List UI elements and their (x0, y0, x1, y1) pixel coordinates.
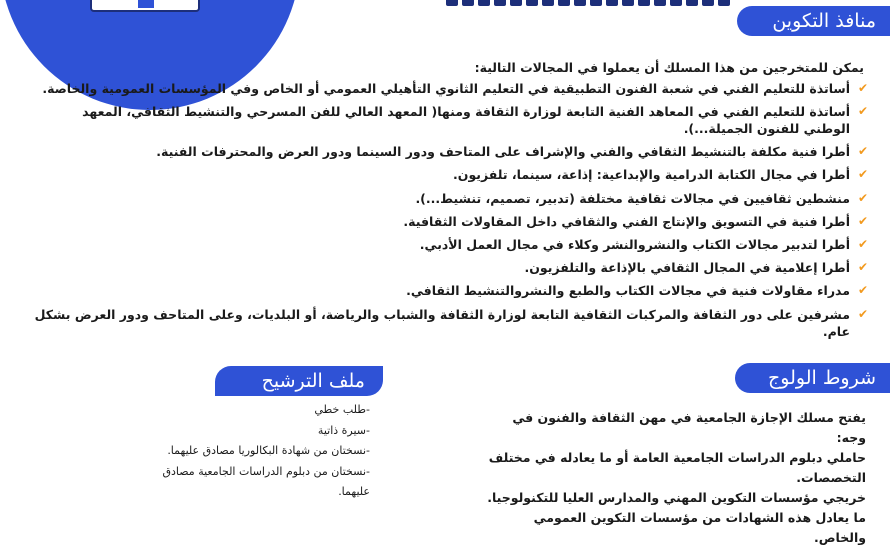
access-line: خريجي مؤسسات التكوين المهني والمدارس العليا للتكنولوجيا. (487, 490, 866, 505)
section-header-dossier (215, 366, 383, 396)
laptop-illustration (90, 0, 200, 14)
section-title-dossier: ملف الترشيح (261, 370, 365, 392)
section-title-access: شروط الولوج (768, 367, 876, 389)
list-item: ✔ أطرا فنية في التسويق والإنتاج الفني والثقافي داخل المقاولات الثقافية. (403, 213, 868, 229)
list-item: ✔ أطرا في مجال الكتابة الدرامية والإبداعية: إذاعة، سينما، تلفزيون. (453, 167, 868, 183)
check-icon: ✔ (857, 260, 868, 275)
section-header-outlets (737, 6, 890, 36)
access-line: يفتح مسلك الإجازة الجامعية في مهن الثقافة والفنون في وجه: (512, 410, 866, 445)
section-title-outlets: منافذ التكوين (772, 10, 876, 32)
dossier-line: -نسختان من شهادة البكالوريا مصادق عليهما. (167, 444, 370, 457)
dossier-line: عليهما. (338, 485, 370, 498)
check-icon: ✔ (857, 306, 868, 321)
list-item: ✔ أطرا فنية مكلفة بالتنشيط الثقافي والفني والإشراف على المتاحف ودور السينما ودور العرض والمحترفات الفنية. (156, 144, 868, 160)
access-line: حاملي دبلوم الدراسات الجامعية العامة أو ما يعادله في مختلف التخصصات. (488, 450, 866, 485)
dossier-line: -سيرة ذاتية (317, 423, 370, 437)
cropped-title-bar (410, 0, 730, 5)
access-line: ما يعادل هذه الشهادات من مؤسسات التكوين العمومي والخاص. (533, 510, 866, 545)
laptop-accent (138, 0, 154, 8)
list-item: ✔ أساتذة للتعليم الفني في شعبة الفنون التطبيقية في التعليم الثانوي التأهيلي العمومي أو الخاص وفي المؤسسات العمومية والخاصة. (42, 81, 868, 96)
list-item: ✔ أطرا لتدبير مجالات الكتاب والنشروالنشر وكلاء في مجال العمل الأدبي. (419, 236, 868, 252)
check-icon: ✔ (857, 167, 868, 182)
check-icon: ✔ (857, 213, 868, 228)
check-icon: ✔ (857, 81, 868, 95)
outlets-intro: يمكن للمتخرجين من هذا المسلك أن يعملوا في المجالات التالية: (474, 60, 864, 75)
list-item: ✔ مدراء مقاولات فنية في مجالات الكتاب والطبع والنشروالتنشيط الثقافي. (406, 283, 868, 299)
list-item: ✔ أطرا إعلامية في المجال الثقافي بالإذاعة والتلفزيون. (524, 260, 868, 276)
list-item: ✔ أساتذة للتعليم الفني في المعاهد الفنية التابعة لوزارة الثقافة ومنها( المعهد العالي للفن المسرحي والتنشيط الثقافي، المعهد الوطني للفنون الجميلة...). (82, 104, 868, 137)
dossier-line: -طلب خطي (314, 403, 370, 416)
list-item: ✔ مشرفين على دور الثقافة والمركبات الثقافية التابعة لوزارة الثقافة والشباب والرياضة، أو البلديات، وعلى المتاحف ودور العرض بشكل عام. (34, 306, 868, 339)
application-dossier (90, 400, 370, 503)
check-icon: ✔ (857, 190, 868, 205)
check-icon: ✔ (857, 104, 868, 119)
check-icon: ✔ (857, 236, 868, 251)
outlets-list (32, 80, 868, 346)
access-conditions (486, 408, 866, 548)
dossier-line: -نسختان من دبلوم الدراسات الجامعية مصادق (162, 464, 370, 478)
check-icon: ✔ (857, 283, 868, 298)
section-header-access (735, 363, 890, 393)
check-icon: ✔ (857, 144, 868, 159)
list-item: ✔ منشطين ثقافيين في مجالات ثقافية مختلفة (تدبير، تصميم، تنشيط...). (415, 190, 868, 206)
